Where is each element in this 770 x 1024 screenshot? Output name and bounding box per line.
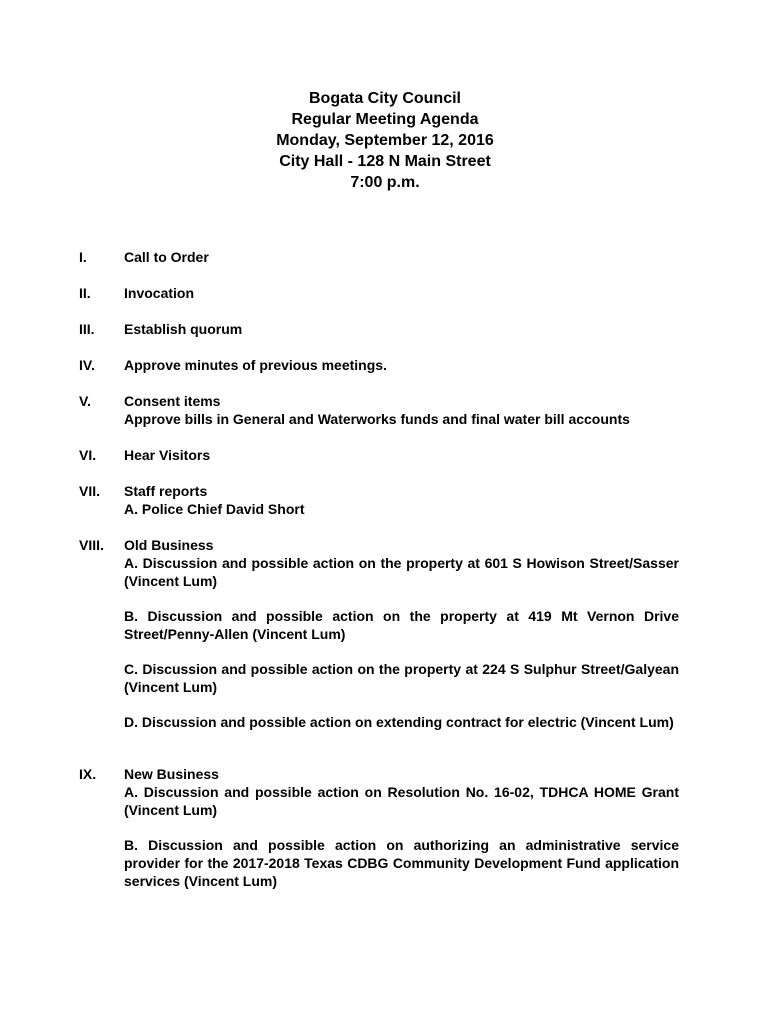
item-number: VII. bbox=[79, 483, 101, 499]
item-number: III. bbox=[79, 321, 95, 337]
item-title: Establish quorum bbox=[124, 321, 243, 337]
item-title: Consent items bbox=[124, 393, 221, 409]
meeting-time: 7:00 p.m. bbox=[350, 174, 420, 191]
item-subtext: A. Discussion and possible action on the property at 601 S Howison Street/Sasser (Vincent Lum) bbox=[124, 555, 679, 589]
agenda-list bbox=[79, 248, 679, 908]
item-number: IX. bbox=[79, 766, 97, 782]
item-subtext: A. Police Chief David Short bbox=[124, 501, 305, 517]
item-number: IV. bbox=[79, 357, 95, 373]
item-title: Old Business bbox=[124, 537, 214, 553]
item-subtext: Approve bills in General and Waterworks funds and final water bill accounts bbox=[124, 411, 630, 427]
agenda-header bbox=[0, 88, 770, 193]
item-title: Call to Order bbox=[124, 249, 209, 265]
item-subtext: D. Discussion and possible action on extending contract for electric (Vincent Lum) bbox=[124, 714, 674, 730]
agenda-item-4 bbox=[79, 356, 679, 374]
item-title: Staff reports bbox=[124, 483, 208, 499]
item-subtext: A. Discussion and possible action on Resolution No. 16-02, TDHCA HOME Grant (Vincent Lum) bbox=[124, 784, 679, 818]
agenda-item-3 bbox=[79, 320, 679, 338]
agenda-item-7 bbox=[79, 482, 679, 518]
council-name: Bogata City Council bbox=[308, 90, 461, 107]
item-title: Hear Visitors bbox=[124, 447, 211, 463]
agenda-item-9 bbox=[79, 765, 679, 890]
agenda-item-6 bbox=[79, 446, 679, 464]
agenda-item-1 bbox=[79, 248, 679, 266]
meeting-date: Monday, September 12, 2016 bbox=[276, 132, 494, 149]
item-number: I. bbox=[79, 249, 87, 265]
agenda-item-2 bbox=[79, 284, 679, 302]
meeting-location: City Hall - 128 N Main Street bbox=[279, 153, 491, 170]
item-subtext: B. Discussion and possible action on authorizing an administrative service provider for the 2017-2018 Texas CDBG Community Development Fund application services (Vincent Lum) bbox=[124, 837, 679, 889]
item-number: VIII. bbox=[79, 537, 104, 553]
item-number: V. bbox=[79, 393, 91, 409]
item-title: Invocation bbox=[124, 285, 195, 301]
item-subtext: C. Discussion and possible action on the property at 224 S Sulphur Street/Galyean (Vincent Lum) bbox=[124, 661, 679, 695]
item-number: II. bbox=[79, 285, 91, 301]
item-title: New Business bbox=[124, 766, 219, 782]
item-subtext: B. Discussion and possible action on the property at 419 Mt Vernon Drive Street/Penny-Allen (Vincent Lum) bbox=[124, 608, 679, 642]
meeting-type: Regular Meeting Agenda bbox=[291, 111, 479, 128]
item-title: Approve minutes of previous meetings. bbox=[124, 357, 387, 373]
item-number: VI. bbox=[79, 447, 97, 463]
agenda-item-8 bbox=[79, 536, 679, 731]
agenda-item-5 bbox=[79, 392, 679, 428]
